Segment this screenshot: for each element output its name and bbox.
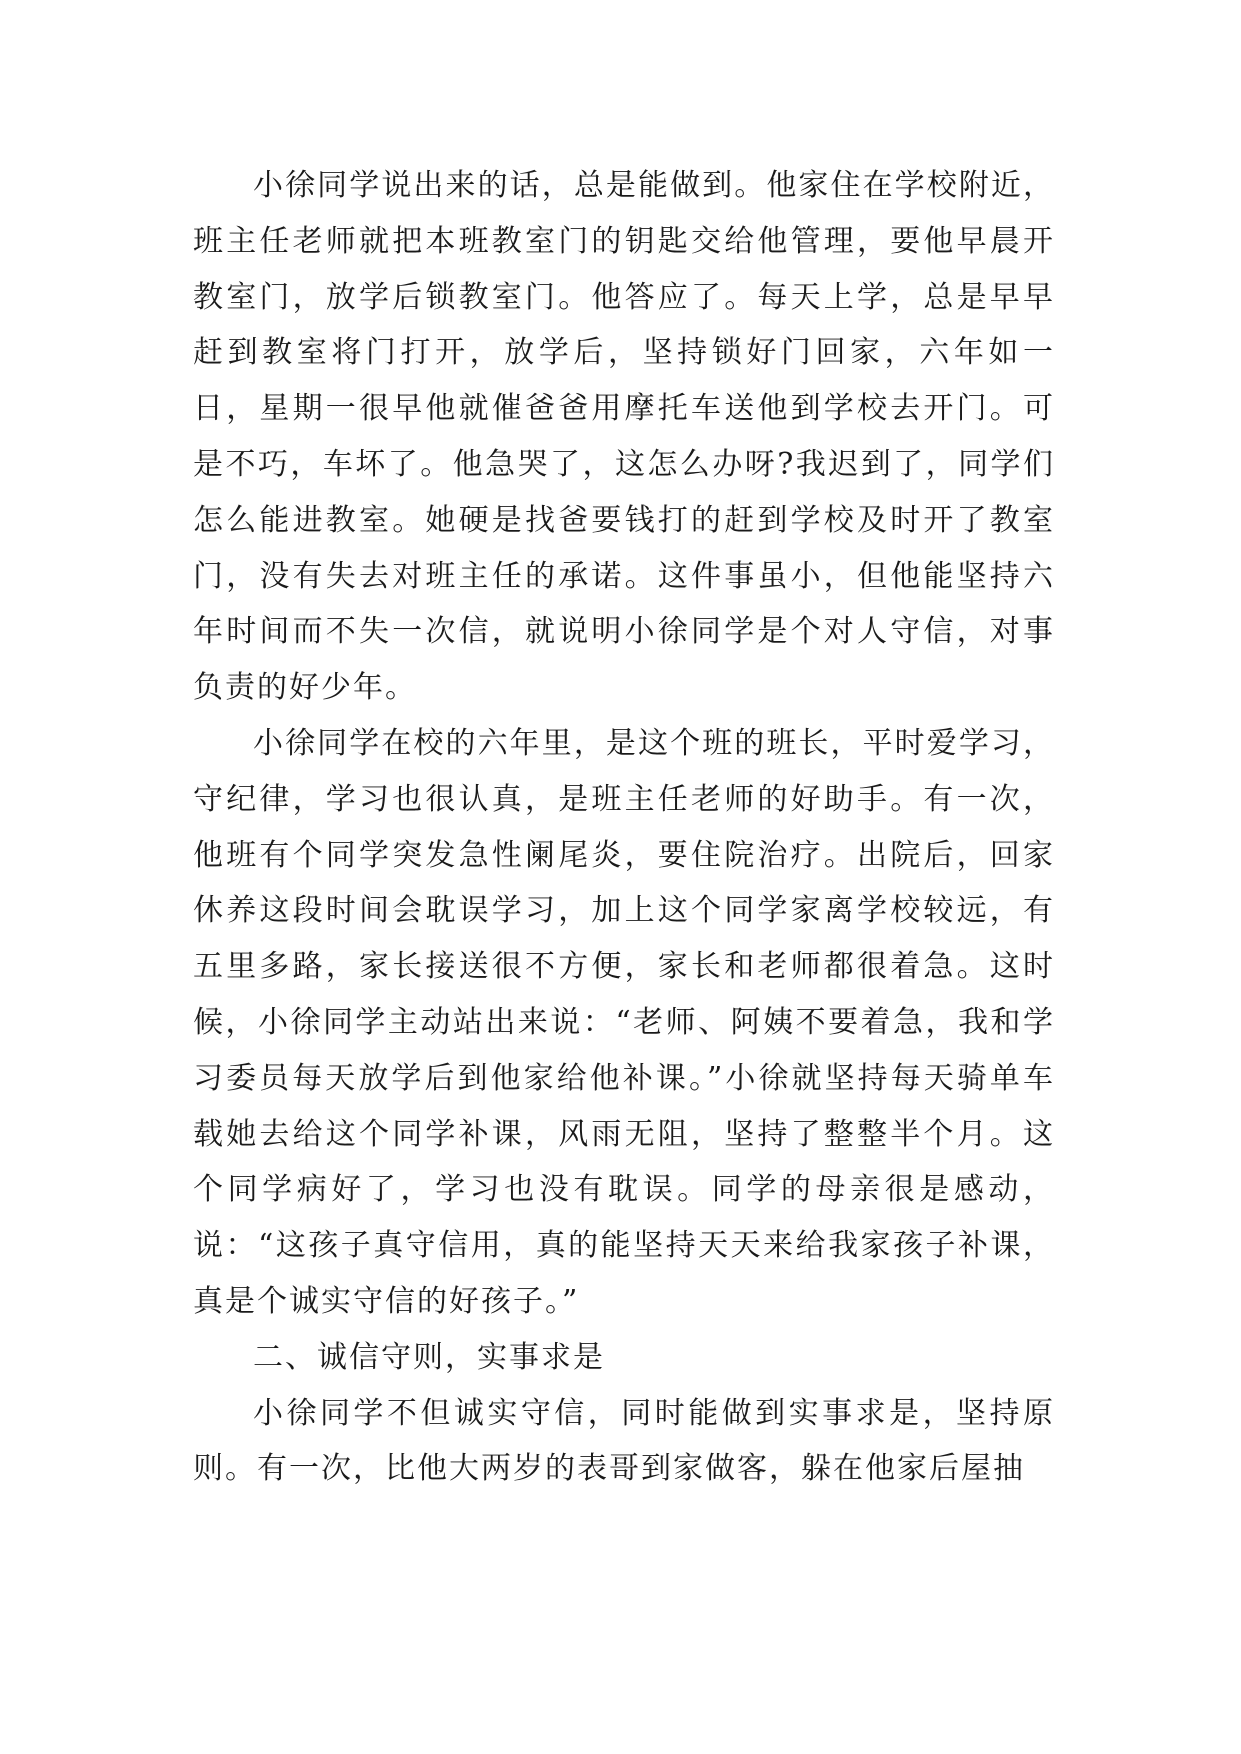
paragraph: 小徐同学在校的六年里，是这个班的班长，平时爱学习，守纪律，学习也很认真，是班主任老师的好助手。有一次，他班有个同学突发急性阑尾炎，要住院治疗。出院后，回家休养这段时间会耽误学习，加上这个同学家离学校较远，有五里多路，家长接送很不方便，家长和老师都很着急。这时候，小徐同学主动站出来说：“老师、阿姨不要着急，我和学习委员每天放学后到他家给他补课。”小徐就坚持每天骑单车载她去给这个同学补课，风雨无阻，坚持了整整半个月。这个同学病好了，学习也没有耽误。同学的母亲很是感动，说：“这孩子真守信用，真的能坚持天天来给我家孩子补课，真是个诚实守信的好孩子。”	[193, 725, 1055, 1319]
section-heading: 二、诚信守则，实事求是	[253, 1339, 605, 1375]
paragraph: 小徐同学不但诚实守信，同时能做到实事求是，坚持原则。有一次，比他大两岁的表哥到家做客，躲在他家后屋抽	[193, 1395, 1055, 1487]
paragraph: 小徐同学说出来的话，总是能做到。他家住在学校附近，班主任老师就把本班教室门的钥匙交给他管理，要他早晨开教室门，放学后锁教室门。他答应了。每天上学，总是早早赶到教室将门打开，放学后，坚持锁好门回家，六年如一日，星期一很早他就催爸爸用摩托车送他到学校去开门。可是不巧，车坏了。他急哭了，这怎么办呀?我迟到了，同学们怎么能进教室。她硬是找爸要钱打的赶到学校及时开了教室门，没有失去对班主任的承诺。这件事虽小，但他能坚持六年时间而不失一次信，就说明小徐同学是个对人守信，对事负责的好少年。	[193, 168, 1055, 706]
document-body	[193, 158, 1055, 1497]
